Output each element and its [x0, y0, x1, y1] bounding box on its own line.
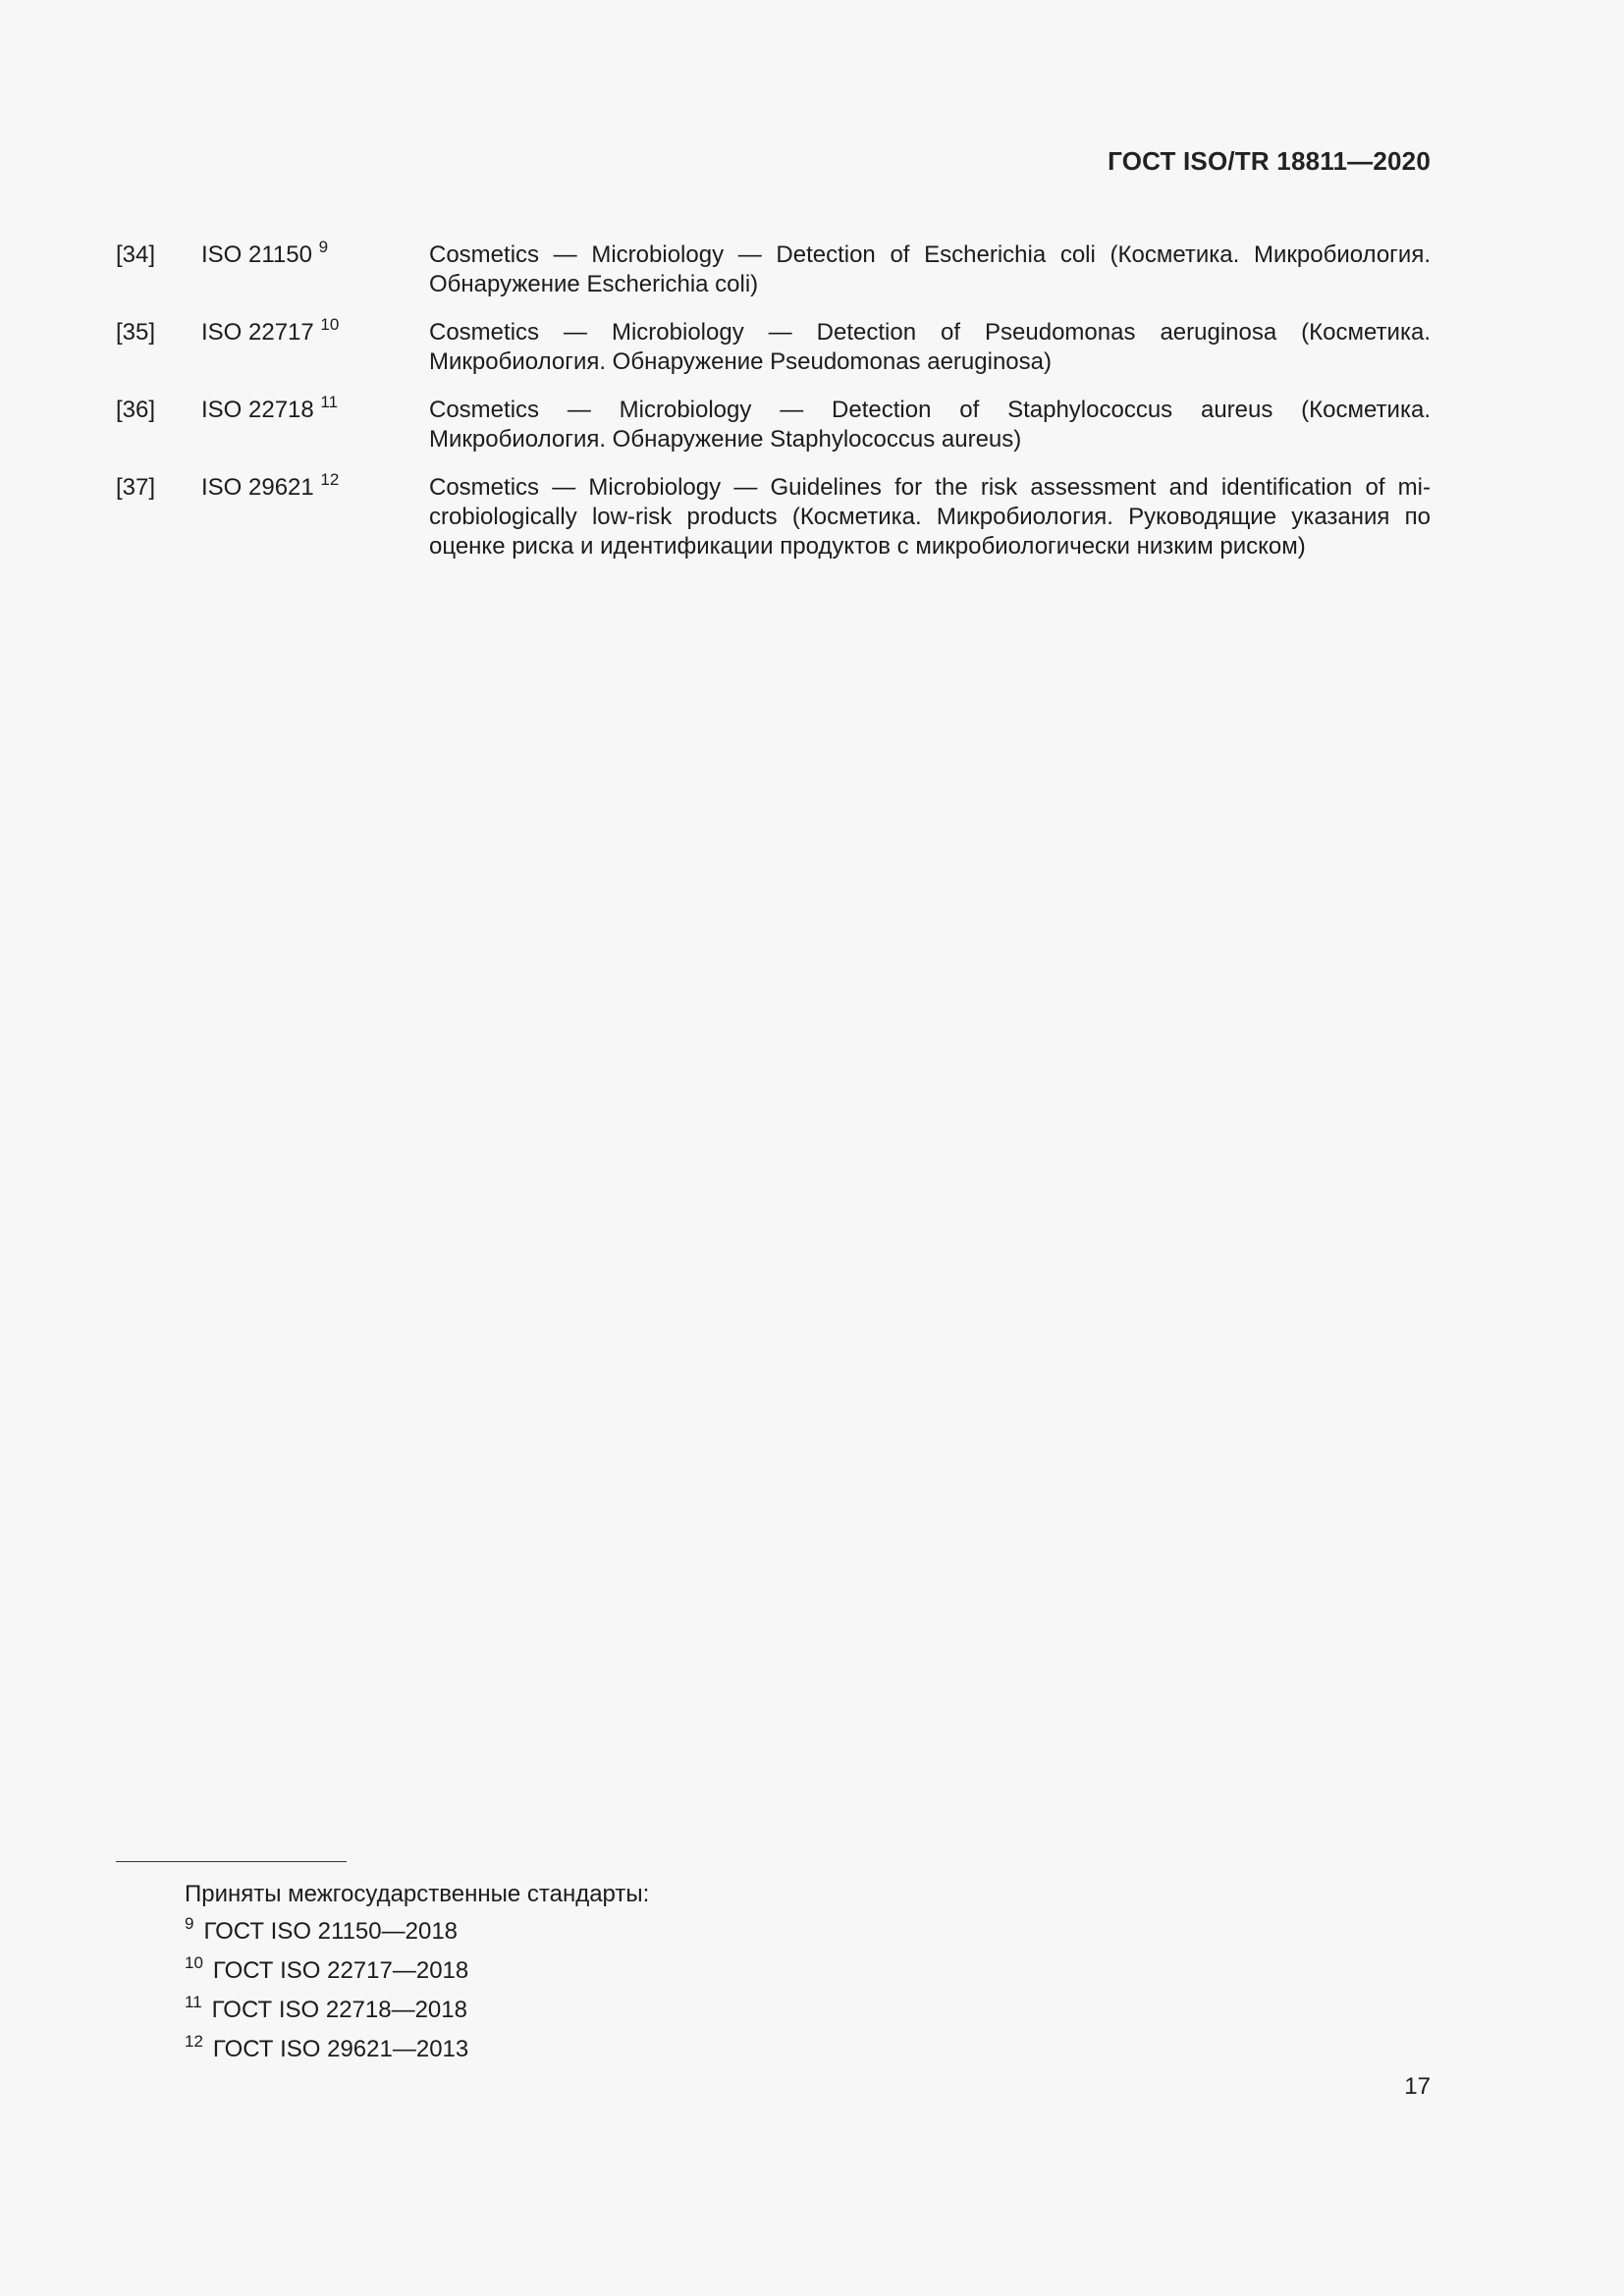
- reference-standard: [201, 470, 340, 505]
- reference-item: [116, 393, 1431, 454]
- reference-item: [116, 315, 1431, 377]
- page-number: 17: [1404, 2073, 1431, 2100]
- footnote-text: ГОСТ ISO 22718—2018: [211, 1997, 467, 2023]
- footnote-text: ГОСТ ISO 21150—2018: [203, 1918, 459, 1945]
- footnote-text: ГОСТ ISO 29621—2013: [212, 2036, 469, 2062]
- footnote-mark: 9: [185, 1914, 194, 1933]
- standard-code: ISO 29621: [201, 474, 314, 501]
- footnote-text: ГОСТ ISO 22717—2018: [212, 1957, 469, 1984]
- document-designation: ГОСТ ISO/TR 18811—2020: [1108, 146, 1431, 176]
- footnote-marker: 12: [320, 470, 340, 489]
- footnote-mark: 10: [185, 1953, 203, 1972]
- reference-title: Cosmetics — Microbiology — Detection of Staphylococcus aureus (Косметика. Микробиология. Обнаружение Staphylococcus aureus): [429, 397, 1431, 453]
- footnote-item: [185, 2031, 649, 2070]
- reference-number: [34]: [116, 241, 156, 268]
- standard-code: ISO 21150: [201, 241, 312, 268]
- reference-standard: [201, 315, 340, 349]
- footnote-separator: [116, 1861, 347, 1862]
- footnote-marker: 11: [320, 393, 339, 411]
- reference-item: [116, 470, 1431, 561]
- footnote-mark: 11: [185, 1993, 202, 2011]
- reference-title: Cosmetics — Microbiology — Detection of Escherichia coli (Косметика. Микробиология. Обнаружение Escherichia coli): [429, 241, 1431, 297]
- bibliography-list: [116, 240, 1431, 580]
- footnotes: [185, 1876, 649, 2070]
- footnote-mark: 12: [185, 2032, 203, 2051]
- standard-code: ISO 22717: [201, 319, 314, 346]
- reference-standard: [201, 393, 339, 427]
- reference-number: [35]: [116, 319, 156, 346]
- footnote-item: [185, 1992, 649, 2031]
- reference-standard: [201, 240, 328, 272]
- footnotes-intro: Приняты межгосударственные стандарты:: [185, 1881, 650, 1907]
- footnote-item: [185, 1952, 649, 1992]
- reference-item: [116, 240, 1431, 299]
- reference-title: Cosmetics — Microbiology — Guidelines for the risk assessment and identification of microbiologically low-risk products (Косметика. Микробиология. Руководящие указания по оценке риска и идентификации продуктов с микробиологически низким риском): [429, 474, 1431, 560]
- reference-number: [37]: [116, 474, 156, 501]
- reference-number: [36]: [116, 397, 156, 423]
- footnote-marker: 10: [320, 315, 340, 334]
- reference-title: Cosmetics — Microbiology — Detection of Pseudomonas aeruginosa (Косметика. Микробиология. Обнаружение Pseudomonas aeruginosa): [429, 319, 1431, 375]
- footnote-item: [185, 1913, 649, 1952]
- standard-code: ISO 22718: [201, 397, 314, 423]
- footnote-marker: 9: [318, 238, 329, 256]
